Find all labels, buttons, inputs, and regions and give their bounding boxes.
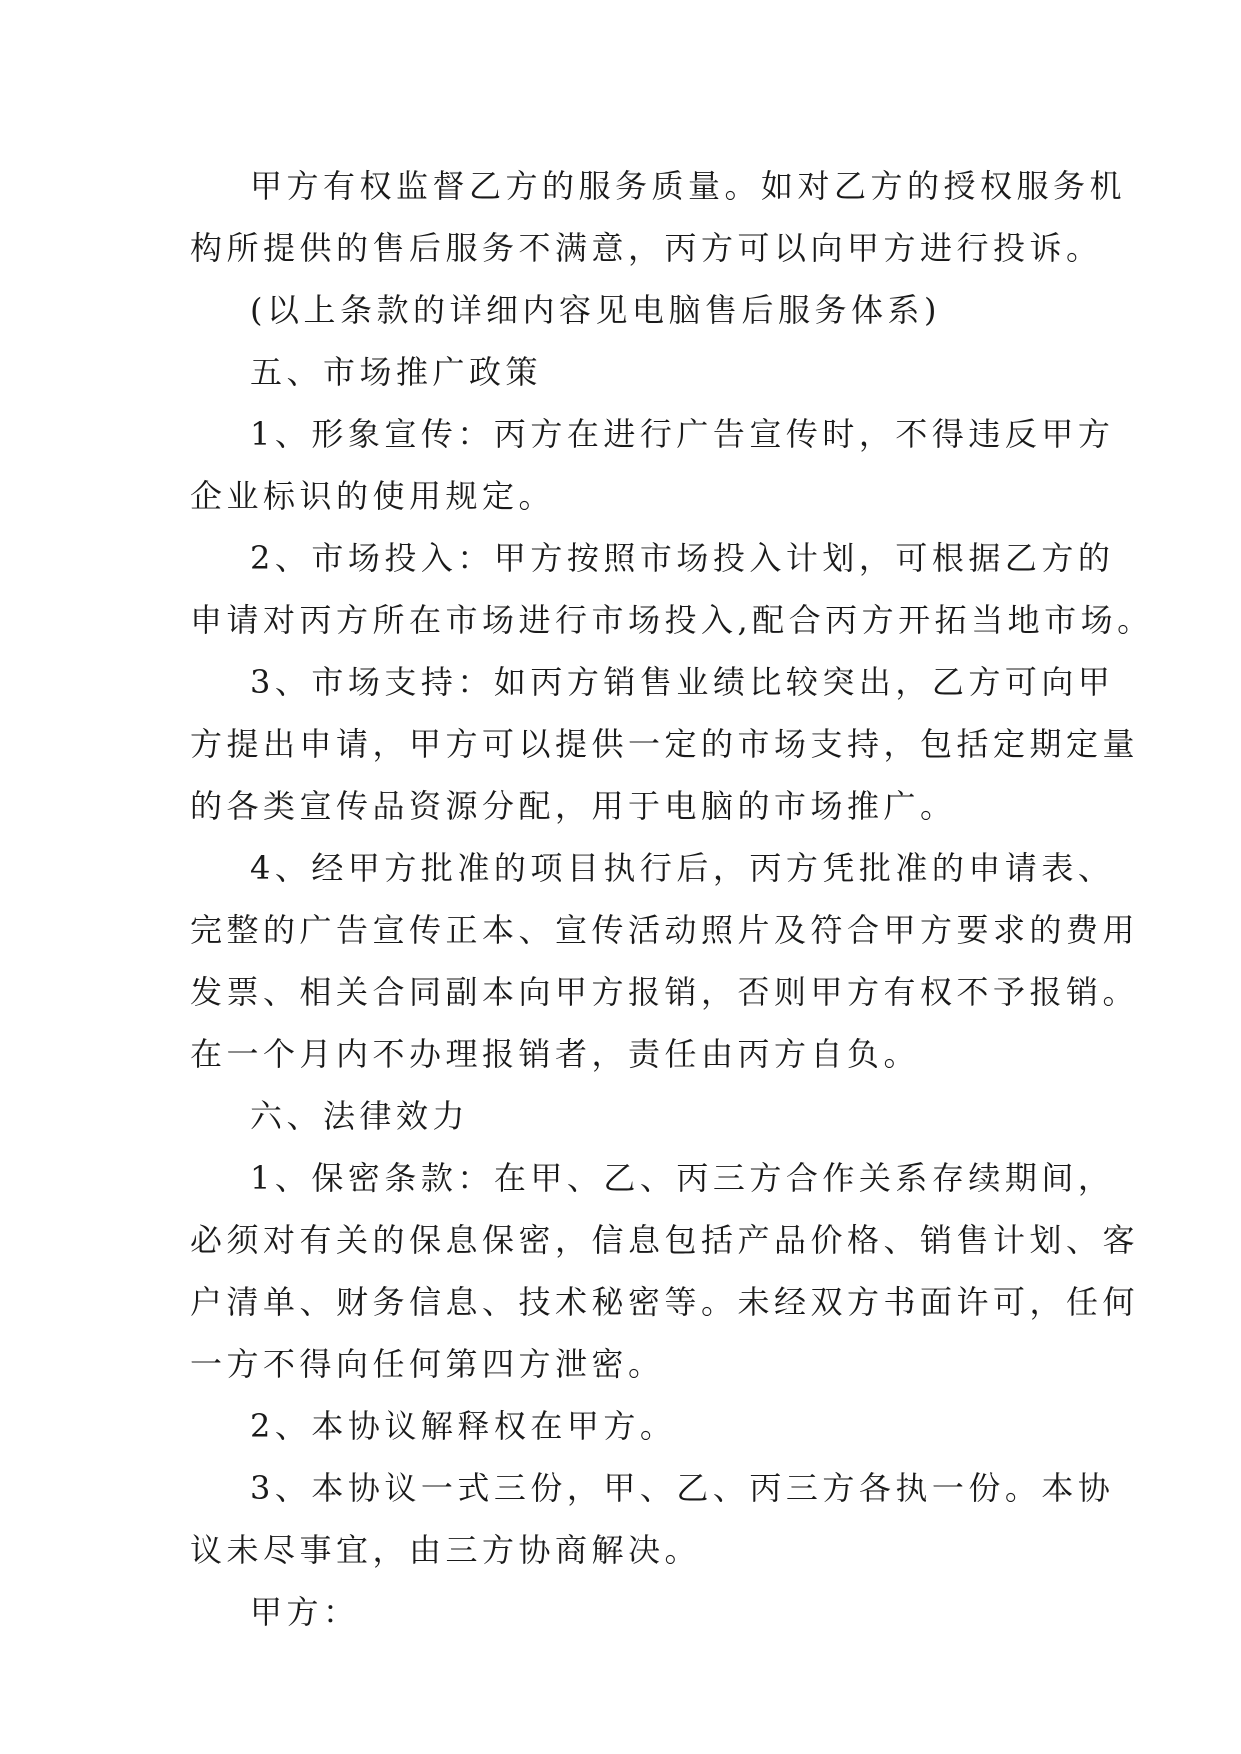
paragraph-line: 方提出申请，甲方可以提供一定的市场支持，包括定期定量 <box>190 725 1140 763</box>
paragraph-line: 议未尽事宜，由三方协商解决。 <box>190 1531 702 1569</box>
paragraph-line: 1、形象宣传：丙方在进行广告宣传时，不得违反甲方 <box>250 415 1115 453</box>
paragraph-line: 的各类宣传品资源分配，用于电脑的市场推广。 <box>190 787 957 825</box>
paragraph-line: 3、市场支持：如丙方销售业绩比较突出，乙方可向甲 <box>250 663 1115 701</box>
paragraph-line: 完整的广告宣传正本、宣传活动照片及符合甲方要求的费用 <box>190 911 1140 949</box>
paragraph-line: 企业标识的使用规定。 <box>190 477 556 515</box>
paragraph-line: 户清单、财务信息、技术秘密等。未经双方书面许可，任何 <box>190 1283 1140 1321</box>
paragraph-line: 发票、相关合同副本向甲方报销，否则甲方有权不予报销。 <box>190 973 1140 1011</box>
paragraph-line: 构所提供的售后服务不满意，丙方可以向甲方进行投诉。 <box>190 229 1103 267</box>
paragraph-line: 申请对丙方所在市场进行市场投入,配合丙方开拓当地市场。 <box>190 601 1154 639</box>
section-heading: 五、市场推广政策 <box>250 353 543 391</box>
paragraph-line: 在一个月内不办理报销者，责任由丙方自负。 <box>190 1035 921 1073</box>
section-heading: 六、法律效力 <box>250 1097 470 1135</box>
paragraph-line: 2、本协议解释权在甲方。 <box>250 1407 677 1445</box>
paragraph-line: 3、本协议一式三份，甲、乙、丙三方各执一份。本协 <box>250 1469 1115 1507</box>
paragraph-line: 4、经甲方批准的项目执行后，丙方凭批准的申请表、 <box>250 849 1115 887</box>
signature-label: 甲方： <box>250 1593 360 1631</box>
paragraph-line: 1、保密条款：在甲、乙、丙三方合作关系存续期间， <box>250 1159 1115 1197</box>
paragraph-line: (以上条款的详细内容见电脑售后服务体系) <box>250 291 941 329</box>
paragraph-line: 一方不得向任何第四方泄密。 <box>190 1345 665 1383</box>
paragraph-line: 甲方有权监督乙方的服务质量。如对乙方的授权服务机 <box>250 167 1127 205</box>
paragraph-line: 必须对有关的保息保密，信息包括产品价格、销售计划、客 <box>190 1221 1140 1259</box>
paragraph-line: 2、市场投入：甲方按照市场投入计划，可根据乙方的 <box>250 539 1115 577</box>
